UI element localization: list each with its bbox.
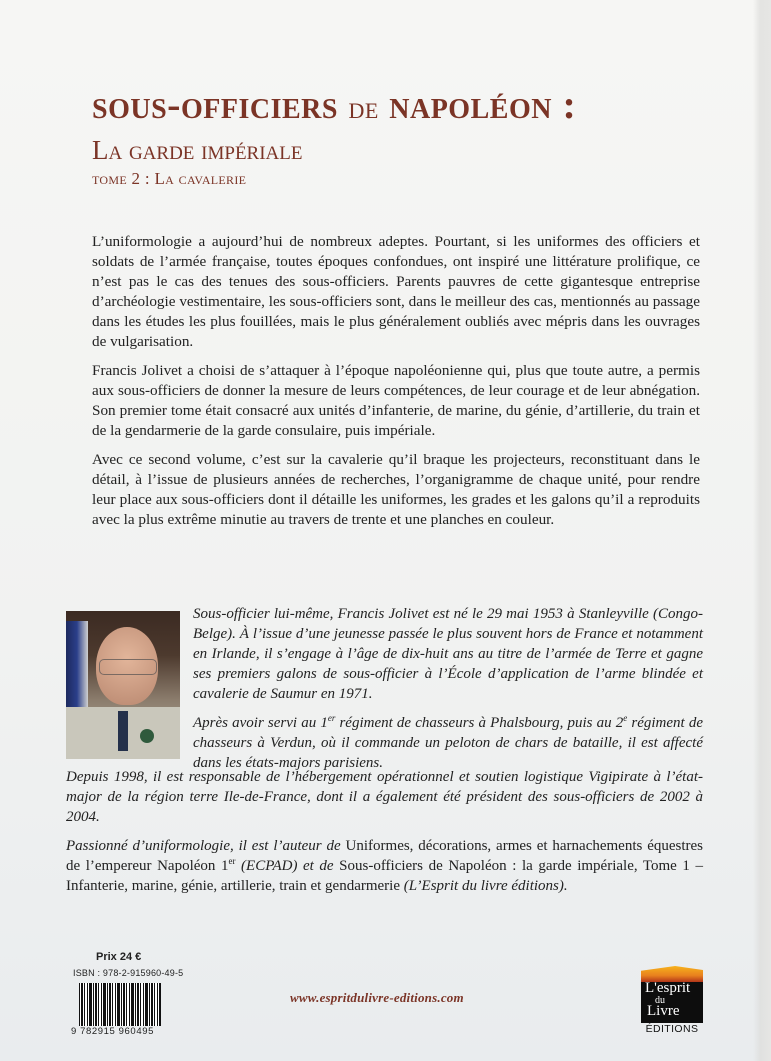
glasses-shape xyxy=(99,659,157,675)
logo-box xyxy=(641,982,703,1023)
book-reference: Uniformes, décorations, armes et harnachements équestres de l’empereur Napoléon 1 xyxy=(66,838,704,874)
bio-paragraph-4 xyxy=(66,836,703,896)
book-title xyxy=(92,83,576,129)
logo-text: Livre xyxy=(647,1003,680,1019)
title-part-3: napoléon : xyxy=(389,82,577,127)
barcode-icon xyxy=(79,983,161,1026)
tome-label: tome 2 xyxy=(92,169,141,188)
author-bio-beside-photo xyxy=(193,604,703,782)
bio-paragraph-2 xyxy=(193,713,703,773)
bio-text: Passionné d’uniformologie, il est l’auteur de xyxy=(66,838,346,854)
publisher-logo xyxy=(641,966,703,1034)
book-subtitle: La garde impériale xyxy=(92,135,303,165)
ordinal-sup: e xyxy=(623,713,628,723)
author-bio-full-width xyxy=(66,767,703,905)
book-reference: Sous-officiers de Napoléon : la garde impériale, Tome 1 – Infanterie, marine, génie, artillerie, train et gendarmerie xyxy=(66,858,703,894)
ordinal-sup: er xyxy=(228,856,236,866)
insignia-shape xyxy=(140,729,154,743)
isbn-label: ISBN : 978-2-915960-49-5 xyxy=(73,968,184,978)
title-block xyxy=(92,83,576,189)
blurb xyxy=(92,232,700,539)
price-label: Prix 24 € xyxy=(96,951,142,963)
bio-text: (L’Esprit du livre éditions). xyxy=(400,878,568,894)
ordinal-sup: er xyxy=(327,713,336,723)
bio-text: régiment de chasseurs à Phalsbourg, puis au 2 xyxy=(335,715,624,731)
cover-edge-shadow xyxy=(753,0,771,1061)
tome-title: : La cavalerie xyxy=(144,169,247,188)
logo-text: du xyxy=(655,995,665,1006)
logo-editions-text: ÉDITIONS xyxy=(645,1023,699,1035)
blurb-paragraph: L’uniformologie a aujourd’hui de nombreux adeptes. Pourtant, si les uniformes des officiers et soldats de l’armée française, toutes époques confondues, ont inspiré une littérature prolifique, ce n’est pas le cas des tenues des sous-officiers. Parents pauvres de cette gigantesque entreprise d’archéologie vestimentaire, les sous-officiers sont, dans le meilleur des cas, mentionnés au passage dans les études les plus fouillées, mais le plus généralement oubliés avec mépris dans les ouvrages de vulgarisation. xyxy=(92,233,700,350)
bio-paragraph-1: Sous-officier lui-même, Francis Jolivet est né le 29 mai 1953 à Stanleyville (Congo-Belge). À l’issue d’une jeunesse passée le plus souvent hors de France et notamment en Irlande, il s’engage à l’âge de dix-huit ans au titre de l’armée de Terre et gagne ses premiers galons de sous-officier à l’École d’application de l’arme blindée et cavalerie de Saumur en 1971. xyxy=(193,606,703,702)
bio-text: Après avoir servi au 1 xyxy=(193,715,328,731)
title-part-1: sous-officiers xyxy=(92,82,338,127)
logo-text: L'esprit xyxy=(645,980,691,996)
title-part-2: de xyxy=(348,89,379,125)
author-photo xyxy=(66,611,180,759)
tie-shape xyxy=(118,711,128,751)
bio-text: régiment de chasseurs à Verdun, où il commande un peloton de chars de bataille, il est affecté dans les états-majors parisiens. xyxy=(193,715,703,771)
tome-line xyxy=(92,169,576,189)
blurb-paragraph: Avec ce second volume, c’est sur la cavalerie qu’il braque les projecteurs, reconstituant dans le détail, à l’issue de plusieurs années de recherches, l’organigramme de chaque unité, pour rendre leur place aux sous-officiers dont il détaille les uniformes, les grades et les galons qu’il a reproduits avec la plus extrême minutie au travers de trente et une planches en couleur. xyxy=(92,451,700,528)
barcode-number: 9 782915 960495 xyxy=(71,1026,154,1037)
bio-paragraph-3: Depuis 1998, il est responsable de l’hébergement opérationnel et soutien logistique Vigipirate à l’état-major de la région terre Ile-de-France, dont il a également été président des sous-officiers de 2002 à 2004. xyxy=(66,769,703,825)
blurb-paragraph: Francis Jolivet a choisi de s’attaquer à l’époque napoléonienne qui, plus que toute autre, a permis aux sous-officiers de donner la mesure de leurs compétences, de leur courage et de leur abnégation. Son premier tome était consacré aux unités d’infanterie, de marine, du génie, d’artillerie, du train et de la gendarmerie de la garde consulaire, puis impériale. xyxy=(92,362,700,439)
bio-text: (ECPAD) et de xyxy=(235,858,340,874)
publisher-website-link[interactable]: www.espritdulivre-editions.com xyxy=(290,990,464,1005)
